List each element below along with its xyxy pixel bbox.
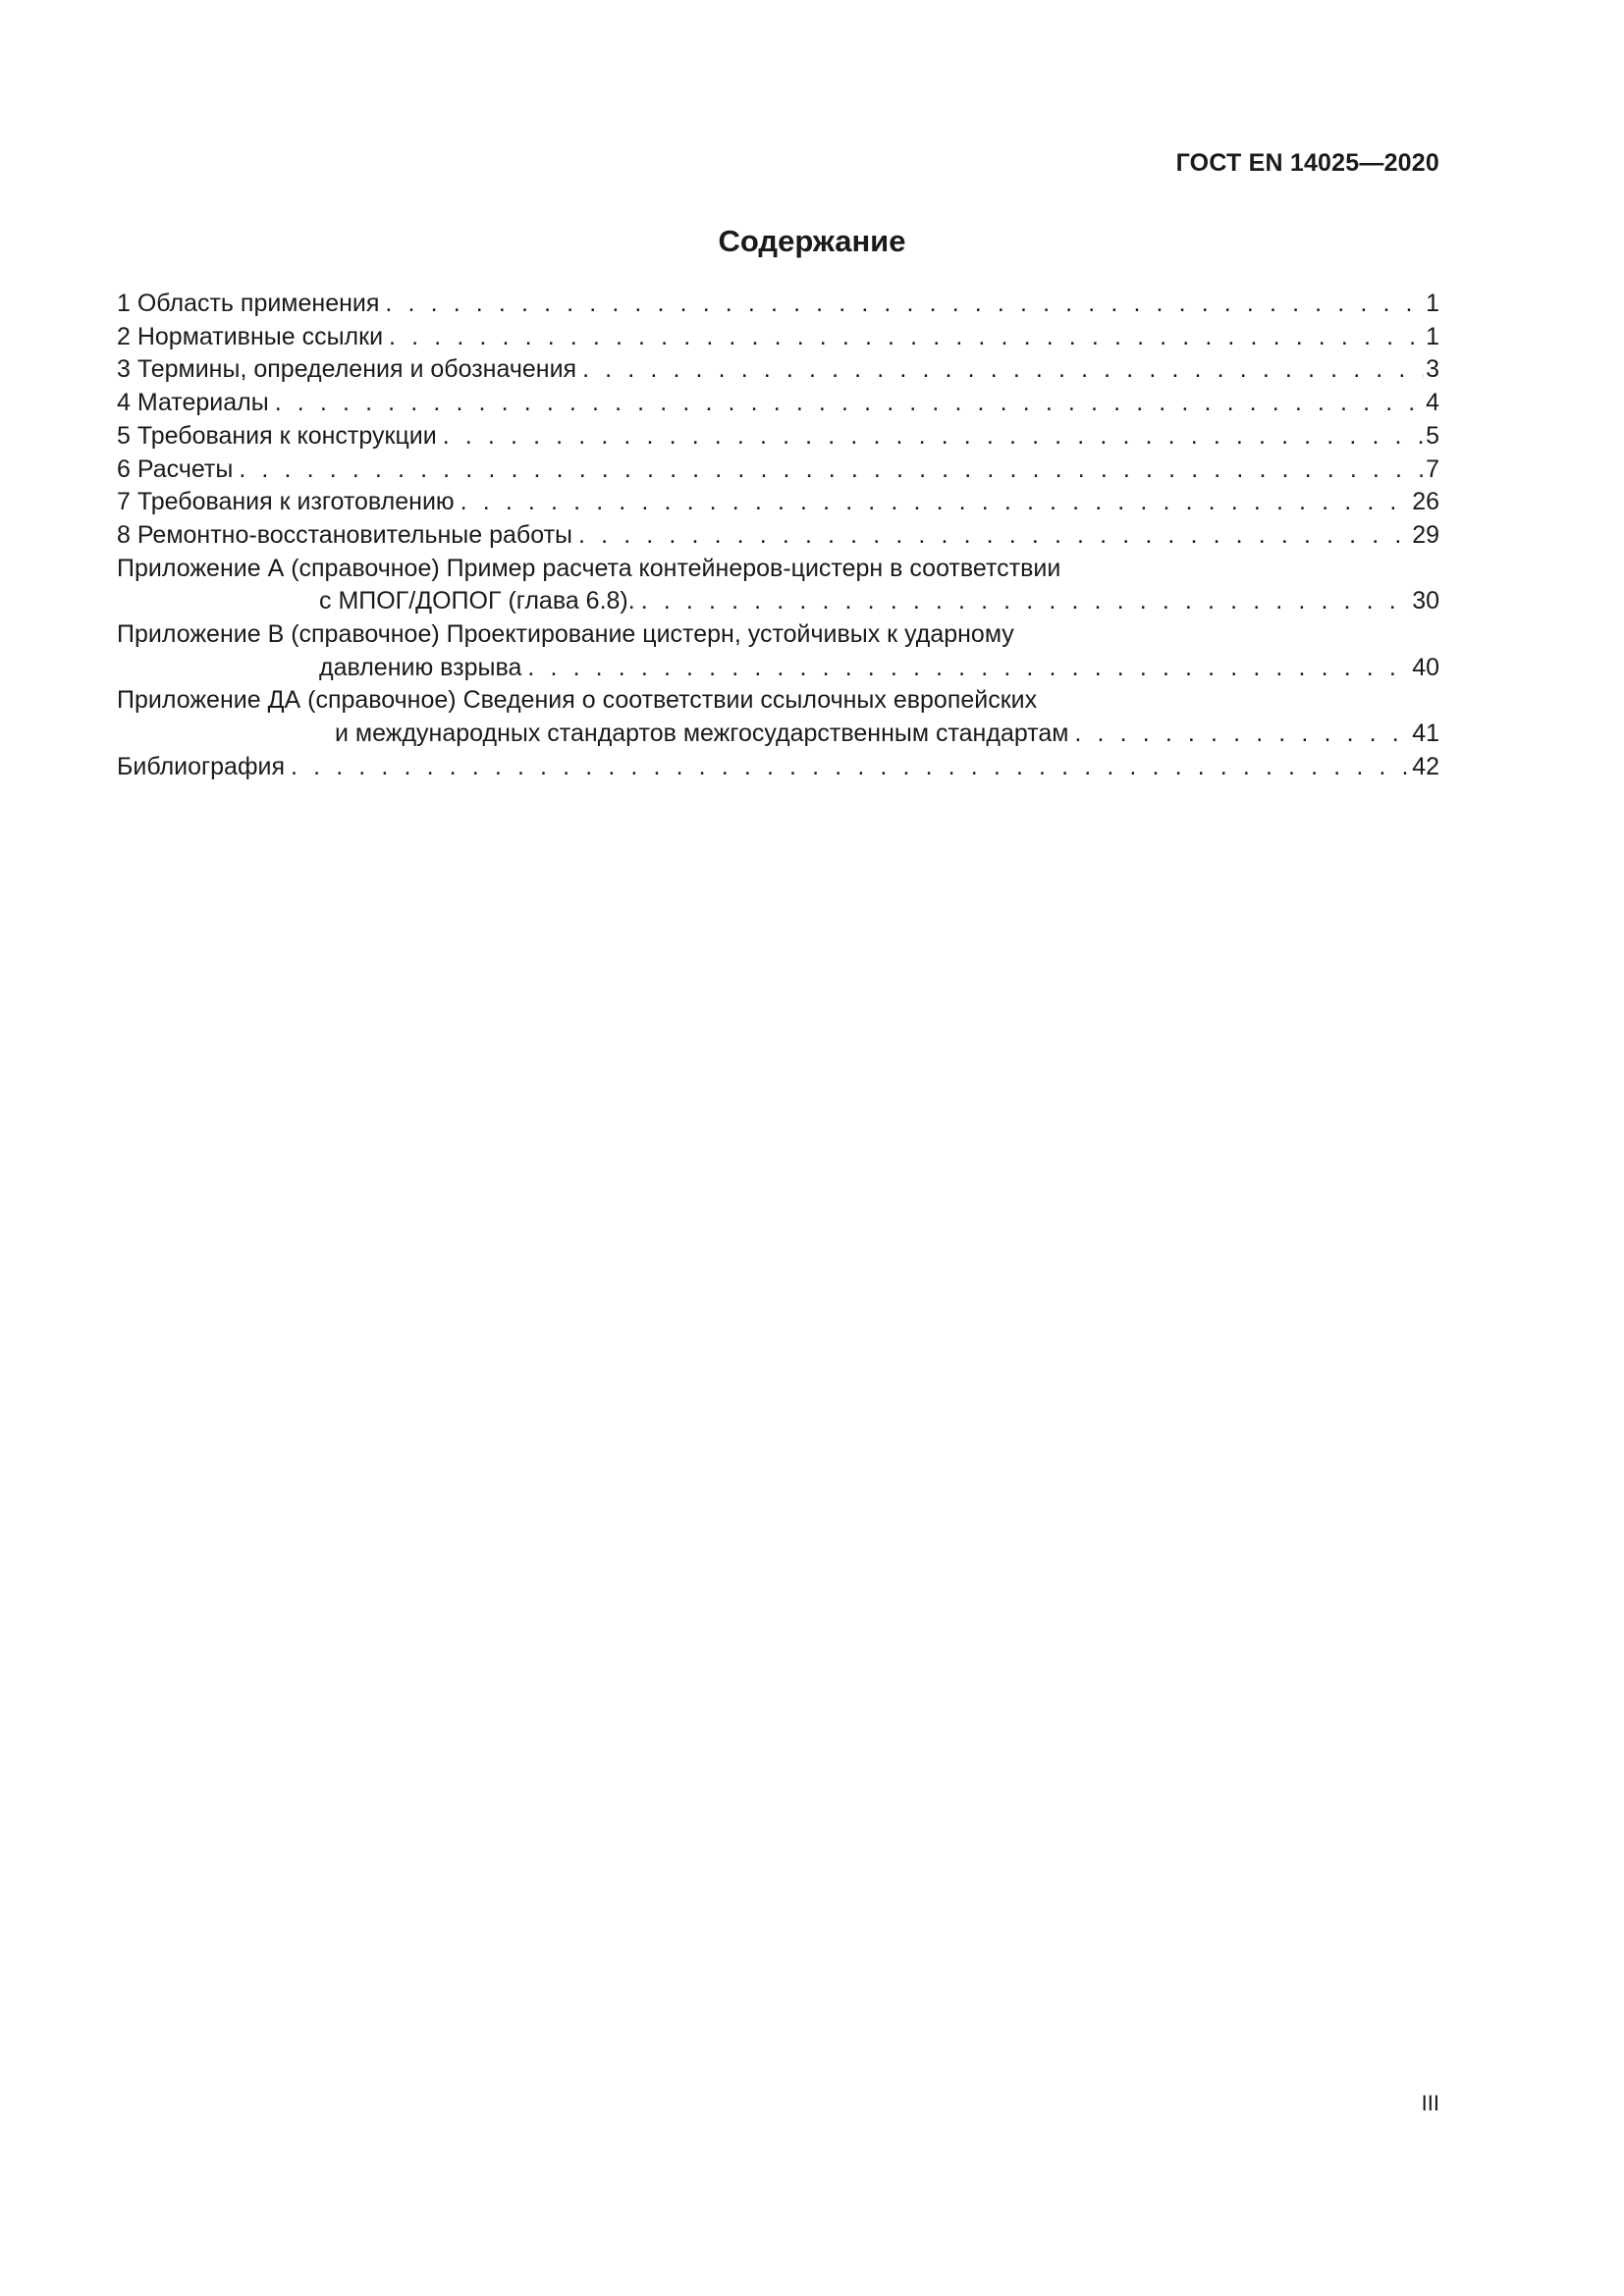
toc-leader-dots [239,454,1424,487]
toc-leader-dots [527,652,1410,685]
toc-entry-label: 7 Требования к изготовлению [117,488,455,516]
toc-leader-dots [385,288,1424,321]
toc-entry-label: 1 Область применения [117,290,380,317]
toc-entry-label: 4 Материалы [117,389,269,417]
toc-leader-dots [641,585,1410,618]
toc-entry-page: 29 [1412,520,1439,549]
toc-entry-page: 3 [1426,355,1439,384]
toc-entry-manufacturing[interactable] [117,486,1439,519]
toc-entry-terms[interactable] [117,353,1439,387]
toc-entry-annex-a[interactable] [117,553,1439,618]
toc-entry-page: 5 [1426,421,1439,450]
toc-leader-dots [291,751,1410,784]
toc-entry-label: Приложение А (справочное) Пример расчета контейнеров-цистерн в соответствии [117,554,1061,582]
toc-entry-label: Приложение ДА (справочное) Сведения о соответствии ссылочных европейских [117,686,1038,715]
toc-entry-page: 1 [1426,290,1439,317]
toc-entry-label: Приложение В (справочное) Проектирование цистерн, устойчивых к ударному [117,620,1014,649]
toc-leader-dots [582,353,1424,387]
toc-entry-annex-b[interactable] [117,618,1439,684]
toc-entry-repair-works[interactable] [117,519,1439,553]
toc-leader-dots [578,519,1410,553]
document-code: ГОСТ EN 14025—2020 [1175,149,1439,177]
toc-entry-page: 4 [1426,389,1439,417]
toc-entry-page: 30 [1412,587,1439,615]
toc-entry-scope[interactable] [117,288,1439,321]
toc-entry-page: 1 [1426,322,1439,350]
toc-entry-design-requirements[interactable] [117,420,1439,454]
table-of-contents [117,288,1439,784]
toc-entry-page: 42 [1412,752,1439,780]
toc-entry-page: 40 [1412,653,1439,681]
toc-entry-materials[interactable] [117,387,1439,420]
toc-entry-page: 7 [1426,454,1439,483]
toc-leader-dots [460,486,1411,519]
toc-entry-label: 6 Расчеты [117,454,234,483]
toc-leader-dots [275,387,1424,420]
toc-entry-label: 5 Требования к конструкции [117,421,437,450]
toc-entry-calculations[interactable] [117,454,1439,487]
toc-leader-dots [1074,718,1410,751]
toc-entry-normative-references[interactable] [117,321,1439,354]
toc-entry-label-continuation: с МПОГ/ДОПОГ (глава 6.8). [319,587,635,615]
page-number: III [1421,2091,1439,2115]
toc-entry-label: 3 Термины, определения и обозначения [117,355,577,384]
toc-leader-dots [443,420,1424,454]
toc-entry-page: 41 [1412,720,1439,748]
toc-entry-label: 8 Ремонтно-восстановительные работы [117,520,573,549]
toc-entry-label-continuation: и международных стандартов межгосударственным стандартам [335,720,1069,748]
toc-entry-annex-da[interactable] [117,684,1439,750]
toc-leader-dots [389,321,1424,354]
toc-entry-label: Библиография [117,752,286,780]
toc-entry-bibliography[interactable] [117,751,1439,784]
toc-entry-label: 2 Нормативные ссылки [117,322,384,350]
toc-entry-label-continuation: давлению взрыва [319,653,522,681]
toc-title: Содержание [718,224,906,258]
toc-entry-page: 26 [1412,488,1439,516]
